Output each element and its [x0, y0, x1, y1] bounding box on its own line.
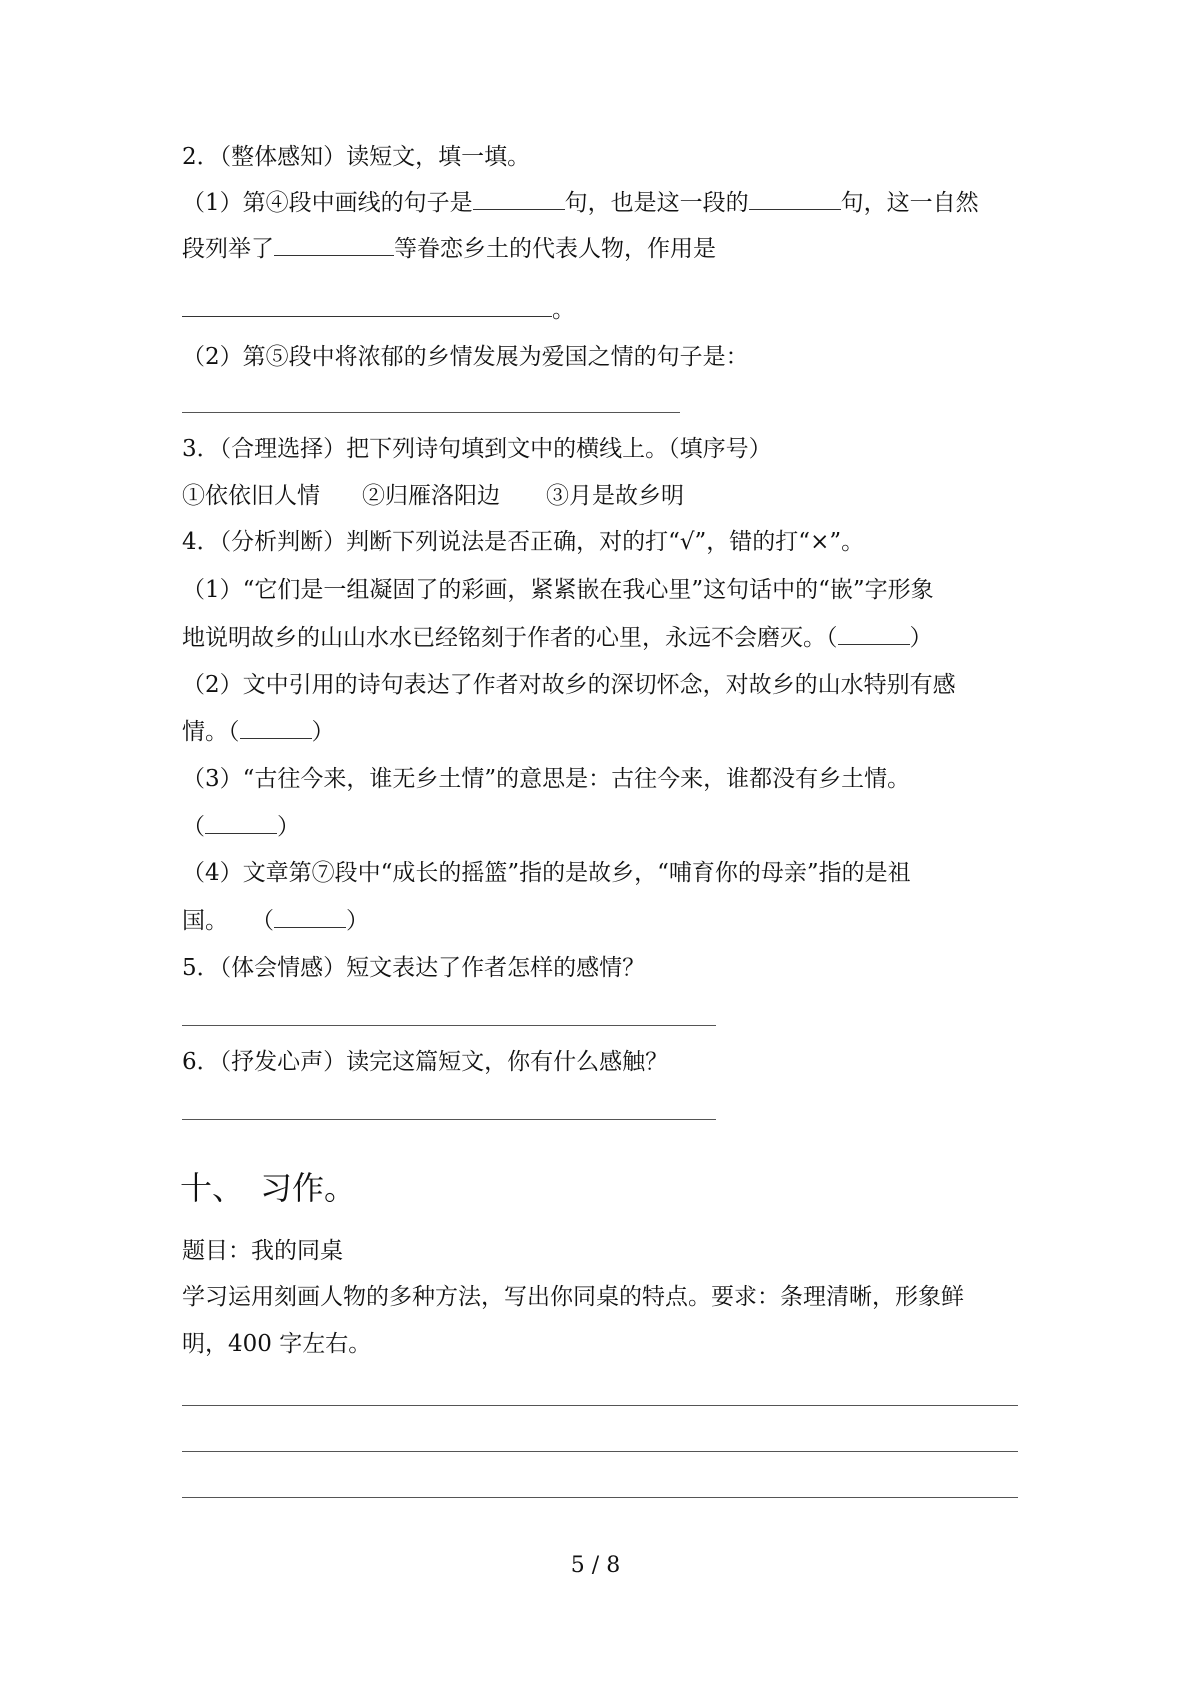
- essay-requirement-line1: 学习运用刻画人物的多种方法，写出你同桌的特点。要求：条理清晰，形象鲜: [182, 1284, 964, 1310]
- answer-line[interactable]: [182, 1025, 716, 1026]
- answer-blank[interactable]: [473, 187, 565, 210]
- writing-line[interactable]: [182, 1451, 1018, 1452]
- q4-item1-line2: [182, 622, 933, 653]
- q4-item4-text: 国。 （: [182, 908, 274, 934]
- answer-line[interactable]: [182, 412, 680, 413]
- q2-part1-text-d: 段列举了: [182, 236, 274, 262]
- answer-blank[interactable]: [240, 716, 312, 739]
- page-number: 5 / 8: [570, 1553, 621, 1578]
- section-heading: 十、 习作。: [180, 1169, 357, 1207]
- q4-item1-text: 地说明故乡的山山水水已经铭刻于作者的心里，永远不会磨灭。（: [182, 625, 838, 651]
- writing-line[interactable]: [182, 1497, 1018, 1498]
- q4-item3-text: （: [182, 814, 205, 840]
- q4-item2-text: 情。（: [182, 719, 240, 745]
- q2-part1-text-e: 等眷恋乡土的代表人物，作用是: [394, 236, 716, 262]
- answer-blank[interactable]: [749, 187, 841, 210]
- q3-title: 3．（合理选择）把下列诗句填到文中的横线上。（填序号）: [182, 436, 772, 462]
- q3-option-2: ②归雁洛阳边: [362, 483, 500, 509]
- answer-line[interactable]: [182, 1119, 716, 1120]
- essay-requirement-line2: 明，400 字左右。: [182, 1331, 372, 1357]
- q2-part1-line2: [182, 233, 716, 264]
- q4-item4-line2: [182, 905, 369, 936]
- paren-close: ）: [909, 625, 933, 651]
- q2-part1-text-a: （1）第④段中画线的句子是: [182, 190, 473, 216]
- answer-blank[interactable]: [274, 233, 394, 256]
- answer-blank[interactable]: [838, 622, 910, 645]
- answer-blank[interactable]: [205, 811, 277, 834]
- q4-item3-line1: （3）“古往今来，谁无乡土情”的意思是：古往今来，谁都没有乡土情。: [182, 766, 911, 792]
- answer-blank[interactable]: [274, 905, 346, 928]
- paren-close: ）: [311, 719, 335, 745]
- q4-item1-line1: （1）“它们是一组凝固了的彩画，紧紧嵌在我心里”这句话中的“嵌”字形象: [182, 577, 934, 603]
- q3-options: [182, 481, 684, 511]
- q2-part1-line3: [182, 294, 575, 325]
- q4-title: 4．（分析判断）判断下列说法是否正确，对的打“√”，错的打“×”。: [182, 529, 865, 555]
- paren-close: ）: [346, 908, 369, 934]
- q2-part1-text-c: 句，这一自然: [840, 190, 979, 216]
- essay-topic: 题目：我的同桌: [182, 1238, 343, 1264]
- q4-item2-line2: [182, 716, 335, 747]
- q2-part1-text-b: 句，也是这一段的: [564, 190, 749, 216]
- q3-option-1: ①依依旧人情: [182, 483, 320, 509]
- q2-part1-end: 。: [552, 297, 575, 323]
- writing-line[interactable]: [182, 1405, 1018, 1406]
- q4-item3-line2: [182, 811, 300, 842]
- q2-title: 2．（整体感知）读短文，填一填。: [182, 144, 531, 170]
- paren-close: ）: [277, 814, 300, 840]
- q3-option-3: ③月是故乡明: [546, 483, 684, 509]
- q5-title: 5．（体会情感）短文表达了作者怎样的感情？: [182, 955, 646, 981]
- q6-title: 6．（抒发心声）读完这篇短文，你有什么感触？: [182, 1049, 669, 1075]
- q2-part2: （2）第⑤段中将浓郁的乡情发展为爱国之情的句子是：: [182, 344, 749, 370]
- q4-item2-line1: （2）文中引用的诗句表达了作者对故乡的深切怀念，对故乡的山水特别有感: [182, 672, 956, 698]
- answer-blank[interactable]: [182, 294, 552, 317]
- q2-part1-line1: [182, 187, 979, 218]
- q4-item4-line1: （4）文章第⑦段中“成长的摇篮”指的是故乡，“哺育你的母亲”指的是祖: [182, 860, 911, 886]
